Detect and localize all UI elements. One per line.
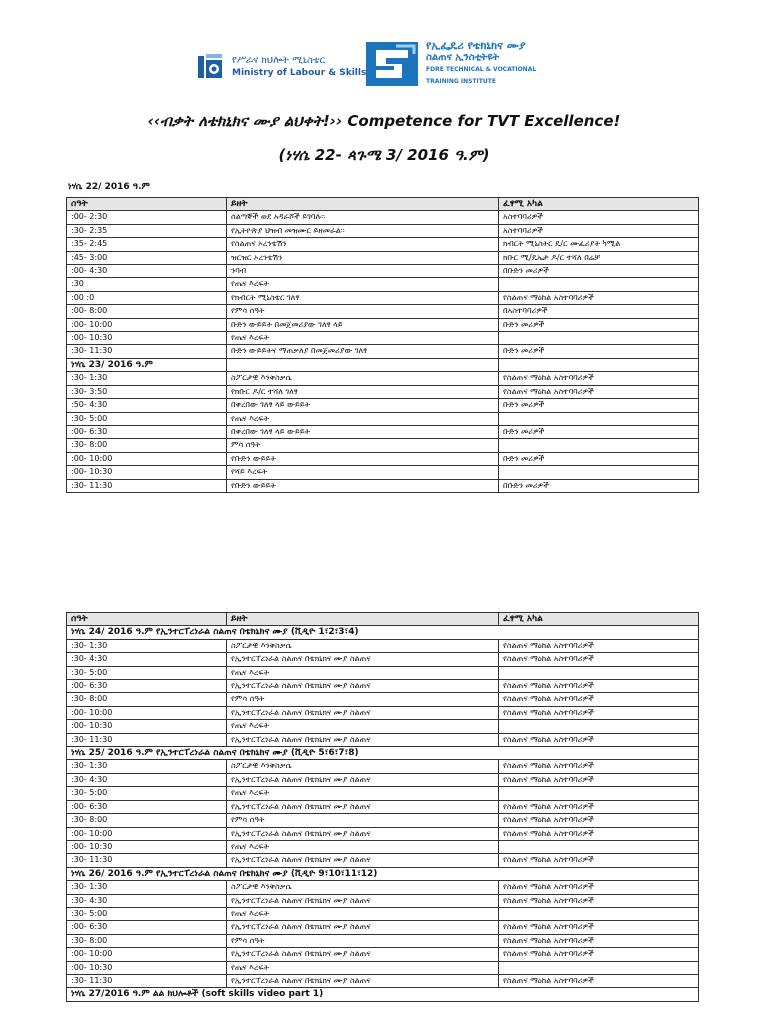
table-row [67,733,699,746]
schedule-table-2 [66,612,699,1002]
table-row [67,653,699,666]
responsible-cell [499,412,699,425]
content-cell: የኢትዮጵያ ህዝብ መዝሙር ይዘመራል፡፡ [227,224,499,237]
time-cell: :00- 10:30 [67,720,227,733]
content-cell: የጤና እረፍት [227,907,499,920]
time-cell: :30- 1:30 [67,760,227,773]
content-cell: የኢንተርፐረነራል ስልጠና በቴክኒክና ሙያ ስልጠና [227,706,499,719]
time-cell: :30- 8:00 [67,934,227,947]
content-cell: የስልጠና ኦረንቴሽን [227,238,499,251]
responsible-cell [499,332,699,345]
responsible-cell [499,278,699,291]
responsible-cell: ቡድን መሪዎች [499,399,699,412]
content-cell: ስፖርታዊ እንቅስቃሴ [227,639,499,652]
responsible-cell: የስልጠና ማዕከል አስተባባሪዎች [499,680,699,693]
time-cell: :00- 10:30 [67,961,227,974]
responsible-cell: ክብርት ሚኒስትር ዴ/ር ሙፈሪያት ካሚል [499,238,699,251]
time-cell: :00- 4:30 [67,265,227,278]
responsible-cell: የስልጠና ማዕከል አስተባባሪዎች [499,372,699,385]
time-cell: :00- 2:30 [67,211,227,224]
time-cell: :00- 10:30 [67,466,227,479]
table-row [67,814,699,827]
responsible-cell: ቡድን መሪዎች [499,318,699,331]
table-row [67,452,699,465]
responsible-cell: የስልጠና ማዕከል አስተባባሪዎች [499,653,699,666]
time-cell: :00- 10:00 [67,318,227,331]
table-row [67,948,699,961]
table-row [67,372,699,385]
time-cell: :00- 6:30 [67,680,227,693]
time-cell: :00- 10:00 [67,948,227,961]
table-row [67,680,699,693]
responsible-cell: የስልጠና ማዕከል አስተባባሪዎች [499,881,699,894]
table-row [67,479,699,492]
time-cell: :30- 8:00 [67,693,227,706]
responsible-cell: የስልጠና ማዕከል አስተባባሪዎች [499,639,699,652]
content-cell: የኢንተርፐረነራል ስልጠና በቴክኒክና ሙያ ስልጠና [227,653,499,666]
content-cell: የኢንተርፐረነራል ስልጠና በቴክኒክና ሙያ ስልጠና [227,800,499,813]
table-row [67,224,699,237]
responsible-cell: የስልጠና ማዕከል አስተባባሪዎች [499,693,699,706]
content-cell: የኢንተርፐረነራል ስልጠና በቴክኒክና ሙያ ስልጠና [227,854,499,867]
table-row [67,639,699,652]
content-cell: የሻይ እረፍት [227,466,499,479]
content-cell: የጤና እረፍት [227,787,499,800]
column-header-content: ይዘት [227,198,499,211]
content-cell: የጤና እረፍት [227,720,499,733]
day-section-row [67,358,699,371]
responsible-cell [499,466,699,479]
mols-logo [196,50,366,84]
table-row [67,706,699,719]
content-cell: የቡድን ውይይት [227,479,499,492]
responsible-cell: አስተባባሪዎች [499,224,699,237]
content-cell: የምሳ ሰዓት [227,693,499,706]
responsible-cell: ቡድን መሪዎች [499,345,699,358]
content-cell: የምሳ ሰዓት [227,814,499,827]
time-cell: :30- 1:30 [67,639,227,652]
time-cell: :50- 4:30 [67,399,227,412]
table-row [67,345,699,358]
time-cell: :30 [67,278,227,291]
responsible-cell [499,439,699,452]
content-cell: በቀረበው ገለፃ ላይ ውይይት [227,399,499,412]
responsible-cell [499,787,699,800]
responsible-cell: የስልጠና ማዕከል አስተባባሪዎች [499,814,699,827]
table-row [67,894,699,907]
time-cell: :30- 4:30 [67,653,227,666]
column-header-time: ሰዓት [67,613,227,626]
responsible-cell [499,961,699,974]
content-cell: የምሳ ሰዓት [227,305,499,318]
responsible-cell: በቡድን መሪዎች [499,479,699,492]
content-cell: የክብርት ሚኒስቴር ገለፃ [227,291,499,304]
time-cell: :00- 6:30 [67,921,227,934]
content-cell: ሰልጣኞች ወደ አዳራሾች ይገባሉ፡፡ [227,211,499,224]
content-cell: የኢንተርፐረነራል ስልጠና በቴክኒክና ሙያ ስልጠና [227,921,499,934]
ministry-emblem-icon [196,52,226,82]
table-row [67,332,699,345]
content-cell: የጤና እረፍት [227,840,499,853]
content-cell: የኢንተርፐረነራል ስልጠና በቴክኒክና ሙያ ስልጠና [227,894,499,907]
responsible-cell: አስተባባሪዎች [499,211,699,224]
day-1-label: ነሃሴ 22/ 2016 ዓ.ም [68,182,150,192]
table-row [67,425,699,438]
time-cell: :35- 2:45 [67,238,227,251]
table-row [67,318,699,331]
responsible-cell [499,666,699,679]
header-logos [196,40,616,96]
table-row [67,439,699,452]
content-cell: ቡድን ውይይትና ማጠቃለያ በመጀመሪያው ገለፃ [227,345,499,358]
responsible-cell: የስልጠና ማዕከል አስተባባሪዎች [499,974,699,987]
content-cell: የኢንተርፐረነራል ስልጠና በቴክኒክና ሙያ ስልጠና [227,733,499,746]
table-row [67,466,699,479]
time-cell: :30- 11:30 [67,479,227,492]
responsible-cell: የስልጠና ማዕከል አስተባባሪዎች [499,385,699,398]
time-cell: :00 :0 [67,291,227,304]
ftvti-name-english-2: TRAINING INSTITUTE [426,78,496,85]
responsible-cell [499,907,699,920]
responsible-cell: የስልጠና ማዕከል አስተባባሪዎች [499,948,699,961]
table-header-row [67,613,699,626]
responsible-cell: የስልጠና ማዕከል አስተባባሪዎች [499,733,699,746]
content-cell: የጤና እረፍት [227,961,499,974]
table-row [67,787,699,800]
ftvti-name-amharic-1: የኢፌዴሪ የቴክኒክና ሙያ [426,39,526,52]
responsible-cell [499,720,699,733]
content-cell: ንባብ [227,265,499,278]
ftvti-emblem-icon [366,42,418,86]
responsible-cell: የስልጠና ማዕከል አስተባባሪዎች [499,934,699,947]
content-cell: የኢንተርፐረነራል ስልጠና በቴክኒክና ሙያ ስልጠና [227,948,499,961]
responsible-cell: የስልጠና ማዕከል አስተባባሪዎች [499,291,699,304]
content-cell: የጤና እረፍት [227,278,499,291]
column-header-responsible: ፈፃሚ አካል [499,198,699,211]
document-title: ‹‹ብቃት ለቴክኒክና ሙያ ልህቀት!›› Competence for TVT Excellence! [147,112,621,130]
table-row [67,385,699,398]
content-cell: ምሳ ሰዓት [227,439,499,452]
table-row [67,211,699,224]
time-cell: :00- 10:00 [67,452,227,465]
time-cell: :30- 3:50 [67,385,227,398]
time-cell: :30- 5:00 [67,787,227,800]
time-cell: :30- 8:00 [67,814,227,827]
time-cell: :30- 4:30 [67,894,227,907]
table-row [67,881,699,894]
time-cell: :30- 1:30 [67,881,227,894]
time-cell: :30- 5:00 [67,907,227,920]
content-cell: የጤና እረፍት [227,412,499,425]
content-cell: ስፖርታዊ እንቅስቃሴ [227,372,499,385]
day-section-label: ነሃሴ 24/ 2016 ዓ.ም የኢንተርፐረነራል ስልጠና በቴክኒክና ሙያ (ቪዲዮ 1፣2፣3፣4) [67,626,699,639]
day-section-row [67,626,699,639]
time-cell: :30- 11:30 [67,854,227,867]
ftvti-name-english-1: FDRE TECHNICAL & VOCATIONAL [426,66,537,73]
time-cell: :30- 11:30 [67,974,227,987]
content-cell: የቡድን ውይይት [227,452,499,465]
responsible-cell: የስልጠና ማዕከል አስተባባሪዎች [499,760,699,773]
responsible-cell: የስልጠና ማዕከል አስተባባሪዎች [499,800,699,813]
table-row [67,840,699,853]
day-section-label: ነሃሴ 25/ 2016 ዓ.ም የኢንተርፐረነራል ስልጠና በቴክኒክና ሙያ (ቪዲዮ 5፣6፣7፣8) [67,747,699,760]
column-header-responsible: ፈፃሚ አካል [499,613,699,626]
responsible-cell: ቡድን መሪዎች [499,425,699,438]
responsible-cell: የስልጠና ማዕከል አስተባባሪዎች [499,894,699,907]
table-row [67,773,699,786]
table-row [67,827,699,840]
content-cell: የኢንተርፐረነራል ስልጠና በቴክኒክና ሙያ ስልጠና [227,827,499,840]
time-cell: :00- 8:00 [67,305,227,318]
day-section-label: ነሃሴ 27/2016 ዓ.ም ልል ክህሎቶች (soft skills video part 1) [67,988,699,1001]
responsible-cell [499,840,699,853]
time-cell: :30- 5:00 [67,412,227,425]
day-section-label: ነሃሴ 26/ 2016 ዓ.ም የኢንተርፐረነራል ስልጠና በቴክኒክና ሙያ (ቪዲዮ 9፣10፣11፣12) [67,867,699,880]
time-cell: :30- 5:00 [67,666,227,679]
table-row [67,305,699,318]
time-cell: :00- 6:30 [67,425,227,438]
table-row [67,907,699,920]
time-cell: :00- 6:30 [67,800,227,813]
table-header-row [67,198,699,211]
time-cell: :00- 10:30 [67,332,227,345]
day-section-row [67,988,699,1001]
content-cell: የክቡር ዶ/ር ተሻለ ገለፃ [227,385,499,398]
responsible-cell: በአስተባባሪዎች [499,305,699,318]
responsible-cell: ቡድን መሪዎች [499,452,699,465]
table-row [67,800,699,813]
time-cell: :45- 3:00 [67,251,227,264]
table-row [67,961,699,974]
responsible-cell: ክቡር ሚ/ዴኤታ ዶ/ር ተሻለ በሬቻ [499,251,699,264]
content-cell: የኢንተርፐረነራል ስልጠና በቴክኒክና ሙያ ስልጠና [227,974,499,987]
content-cell: የጤና እረፍት [227,666,499,679]
time-cell: :30- 2:35 [67,224,227,237]
time-cell: :00- 10:00 [67,706,227,719]
time-cell: :30- 11:30 [67,733,227,746]
table-row [67,934,699,947]
content-cell: የምሳ ሰዓት [227,934,499,947]
table-row [67,278,699,291]
table-row [67,399,699,412]
content-cell: የኢንተርፐረነራል ስልጠና በቴክኒክና ሙያ ስልጠና [227,680,499,693]
column-header-content: ይዘት [227,613,499,626]
day-section-label: ነሃሴ 23/ 2016 ዓ.ም [67,358,227,371]
time-cell: :30- 8:00 [67,439,227,452]
responsible-cell: የስልጠና ማዕከል አስተባባሪዎች [499,854,699,867]
table-row [67,693,699,706]
content-cell: ዝርዝር ኦረንቴሽን [227,251,499,264]
content-cell: የጤና እረፍት [227,332,499,345]
table-row [67,666,699,679]
day-section-row [67,867,699,880]
content-cell: ቡድን ውይይት በመጀመሪያው ገለፃ ላይ [227,318,499,331]
responsible-cell: የስልጠና ማዕከል አስተባባሪዎች [499,773,699,786]
day-section-row [67,747,699,760]
table-row [67,291,699,304]
table-row [67,921,699,934]
ftvti-name-amharic-2: ስልጠና ኢንስቲትዩት [426,52,500,63]
responsible-cell: የስልጠና ማዕከል አስተባባሪዎች [499,706,699,719]
responsible-cell: የስልጠና ማዕከል አስተባባሪዎች [499,827,699,840]
empty-cell [227,358,499,371]
table-row [67,238,699,251]
table-row [67,251,699,264]
content-cell: የኢንተርፐረነራል ስልጠና በቴክኒክና ሙያ ስልጠና [227,773,499,786]
ftvti-logo [366,40,536,88]
responsible-cell: በቡድን መሪዎች [499,265,699,278]
time-cell: :30- 4:30 [67,773,227,786]
content-cell: ስፖርታዊ እንቅስቃሴ [227,881,499,894]
time-cell: :00- 10:00 [67,827,227,840]
time-cell: :30- 11:30 [67,345,227,358]
table-row [67,760,699,773]
empty-cell [499,358,699,371]
time-cell: :30- 1:30 [67,372,227,385]
time-cell: :00- 10:30 [67,840,227,853]
mols-name-english: Ministry of Labour & Skills [232,68,367,78]
content-cell: ስፖርታዊ እንቅስቃሴ [227,760,499,773]
table-row [67,854,699,867]
schedule-table-1 [66,197,699,493]
table-row [67,265,699,278]
responsible-cell: የስልጠና ማዕከል አስተባባሪዎች [499,921,699,934]
content-cell: በቀረበው ገለፃ ላይ ውይይት [227,425,499,438]
mols-name-amharic: የሥራና ክህሎት ሚኒስቴር [232,55,326,66]
document-subtitle: (ነሃሴ 22- ጳጉሜ 3/ 2016 ዓ.ም) [278,146,490,164]
table-row [67,720,699,733]
column-header-time: ሰዓት [67,198,227,211]
table-row [67,412,699,425]
table-row [67,974,699,987]
